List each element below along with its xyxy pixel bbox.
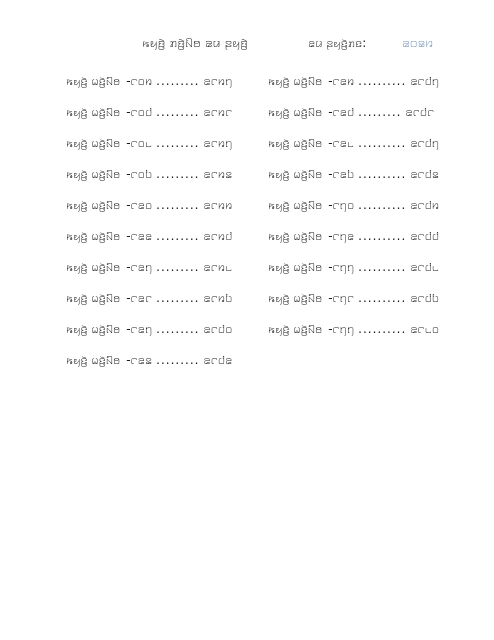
toc-entry-number: -꤅꤀꤆ [126,74,153,88]
toc-entry-label: ꤒꤟꤢꤧ꤬ ꤗꤢꤧ꤬ꤡꤥ [66,322,121,336]
toc-entry-page: ꤁꤅꤆꤅ [203,105,233,119]
toc-dot-leader: .......... [358,322,407,336]
toc-entry-label: ꤒꤟꤢꤧ꤬ ꤗꤢꤧ꤬ꤡꤥ [268,260,323,274]
toc-dot-leader: .......... [358,229,407,243]
toc-entry-label: ꤒꤟꤢꤧ꤬ ꤗꤢꤧ꤬ꤡꤥ [268,136,323,150]
toc-dot-leader: .......... [358,74,407,88]
document-title: ꤒꤟꤢꤧ꤬ ꤊꤢꤧ꤬ꤡꤥ ꤘꤣ ꤔꤟꤢꤧ꤬ [142,36,248,51]
toc-entry-label: ꤒꤟꤢꤧ꤬ ꤗꤢꤧ꤬ꤡꤥ [268,229,323,243]
toc-entry [66,70,232,101]
page-number: ꤁꤀꤃꤆ [402,36,434,51]
toc-dot-leader: ......... [156,322,200,336]
toc-entry-label: ꤒꤟꤢꤧ꤬ ꤗꤢꤧ꤬ꤡꤥ [66,260,121,274]
toc-entry [268,163,439,194]
toc-entry-label: ꤒꤟꤢꤧ꤬ ꤗꤢꤧ꤬ꤡꤥ [66,105,121,119]
toc-dot-leader: .......... [358,260,407,274]
toc-entry-number: -꤅꤁꤅ [126,291,153,305]
toc-entry-number: -꤅꤀꤉ [126,167,153,181]
toc-entry-page: ꤁꤅꤇꤃ [410,167,440,181]
toc-entry-number: -꤅꤀꤈ [126,136,153,150]
toc-entry-number: -꤅꤁꤈ [328,136,355,150]
toc-entry [66,349,232,380]
toc-entry-number: -꤅꤄꤄ [328,322,355,336]
toc-entry-page: ꤁꤅꤆꤈ [203,260,233,274]
toc-entry [268,225,439,256]
toc-entry-page: ꤁꤅꤆꤄ [203,74,233,88]
toc-entry [268,132,439,163]
toc-entry-label: ꤒꤟꤢꤧ꤬ ꤗꤢꤧ꤬ꤡꤥ [66,291,121,305]
toc-column-right [268,70,439,349]
toc-dot-leader: ......... [156,229,200,243]
toc-entry-page: ꤁꤅꤇꤇ [410,229,440,243]
toc-entry [66,163,232,194]
toc-entry-label: ꤒꤟꤢꤧ꤬ ꤗꤢꤧ꤬ꤡꤥ [66,229,121,243]
toc-entry-number: -꤅꤁꤄ [126,322,153,336]
toc-entry-label: ꤒꤟꤢꤧ꤬ ꤗꤢꤧ꤬ꤡꤥ [66,136,121,150]
toc-entry-label: ꤒꤟꤢꤧ꤬ ꤗꤢꤧ꤬ꤡꤥ [268,167,323,181]
toc-entry [268,194,439,225]
toc-entry-number: -꤅꤁꤇ [328,105,355,119]
toc-entry-page: ꤁꤅꤆꤇ [203,229,233,243]
toc-dot-leader: ......... [156,260,200,274]
toc-dot-leader: ......... [156,291,200,305]
toc-entry-page: ꤁꤅꤈꤀ [410,322,440,336]
toc-dot-leader: .......... [358,198,407,212]
toc-dot-leader: ......... [156,136,200,150]
toc-entry [66,194,232,225]
toc-dot-leader: .......... [358,167,407,181]
toc-entry-label: ꤒꤟꤢꤧ꤬ ꤗꤢꤧ꤬ꤡꤥ [66,353,121,367]
toc-entry-page: ꤁꤅꤆꤆ [203,198,233,212]
toc-dot-leader: .......... [358,136,407,150]
toc-entry-label: ꤒꤟꤢꤧ꤬ ꤗꤢꤧ꤬ꤡꤥ [66,167,121,181]
toc-dot-leader: .......... [358,291,407,305]
toc-entry [66,132,232,163]
toc-entry-label: ꤒꤟꤢꤧ꤬ ꤗꤢꤧ꤬ꤡꤥ [268,322,323,336]
toc-entry-number: -꤅꤁꤁ [126,229,153,243]
toc-entry-number: -꤅꤄꤀ [328,198,355,212]
toc-entry [268,287,439,318]
toc-entry-number: -꤅꤀꤇ [126,105,153,119]
toc-entry-page: ꤁꤅꤇꤄ [410,136,440,150]
toc-entry-page: ꤁꤅꤇꤄ [410,74,440,88]
toc-entry-number: -꤅꤁꤀ [126,198,153,212]
toc-entry-page: ꤁꤅꤆꤃ [203,167,233,181]
toc-entry-page: ꤁꤅꤆꤄ [203,136,233,150]
toc-dot-leader: ......... [156,353,200,367]
toc-entry-number: -꤅꤄꤄ [328,260,355,274]
toc-dot-leader: ......... [156,105,200,119]
toc-entry-number: -꤅꤁꤄ [126,260,153,274]
toc-entry [66,318,232,349]
toc-entry [268,101,439,132]
toc-entry [268,256,439,287]
toc-dot-leader: ......... [358,105,402,119]
toc-entry [268,70,439,101]
toc-entry [268,318,439,349]
toc-dot-leader: ......... [156,74,200,88]
toc-entry [66,256,232,287]
toc-entry-label: ꤒꤟꤢꤧ꤬ ꤗꤢꤧ꤬ꤡꤥ [66,198,121,212]
toc-entry-page: ꤁꤅꤇꤉ [410,291,440,305]
toc-entry-number: -꤅꤄꤅ [328,291,355,305]
toc-entry-page: ꤁꤅꤇꤅ [405,105,435,119]
toc-entry-label: ꤒꤟꤢꤧ꤬ ꤗꤢꤧ꤬ꤡꤥ [268,74,323,88]
toc-entry [66,101,232,132]
toc-entry-page: ꤁꤅꤇꤁ [203,353,233,367]
toc-entry-page: ꤁꤅꤇꤀ [203,322,233,336]
toc-entry-number: -꤅꤁꤃ [126,353,153,367]
section-label: ꤘꤣ ꤔꤟꤢꤧ꤬ꤊꤢ: [308,36,367,50]
toc-entry-label: ꤒꤟꤢꤧ꤬ ꤗꤢꤧ꤬ꤡꤥ [66,74,121,88]
toc-entry-label: ꤒꤟꤢꤧ꤬ ꤗꤢꤧ꤬ꤡꤥ [268,198,323,212]
toc-entry-label: ꤒꤟꤢꤧ꤬ ꤗꤢꤧ꤬ꤡꤥ [268,291,323,305]
toc-entry [66,225,232,256]
page-header [0,36,494,58]
toc-entry-page: ꤁꤅꤇꤆ [410,198,440,212]
toc-entry-number: -꤅꤄꤁ [328,229,355,243]
toc-entry-page: ꤁꤅꤇꤈ [410,260,440,274]
toc-entry-number: -꤅꤁꤉ [328,167,355,181]
toc-dot-leader: ......... [156,198,200,212]
toc-column-left [66,70,232,380]
toc-entry-label: ꤒꤟꤢꤧ꤬ ꤗꤢꤧ꤬ꤡꤥ [268,105,323,119]
toc-entry-page: ꤁꤅꤆꤉ [203,291,233,305]
toc-dot-leader: ......... [156,167,200,181]
toc-entry-number: -꤅꤁꤆ [328,74,355,88]
toc-entry [66,287,232,318]
